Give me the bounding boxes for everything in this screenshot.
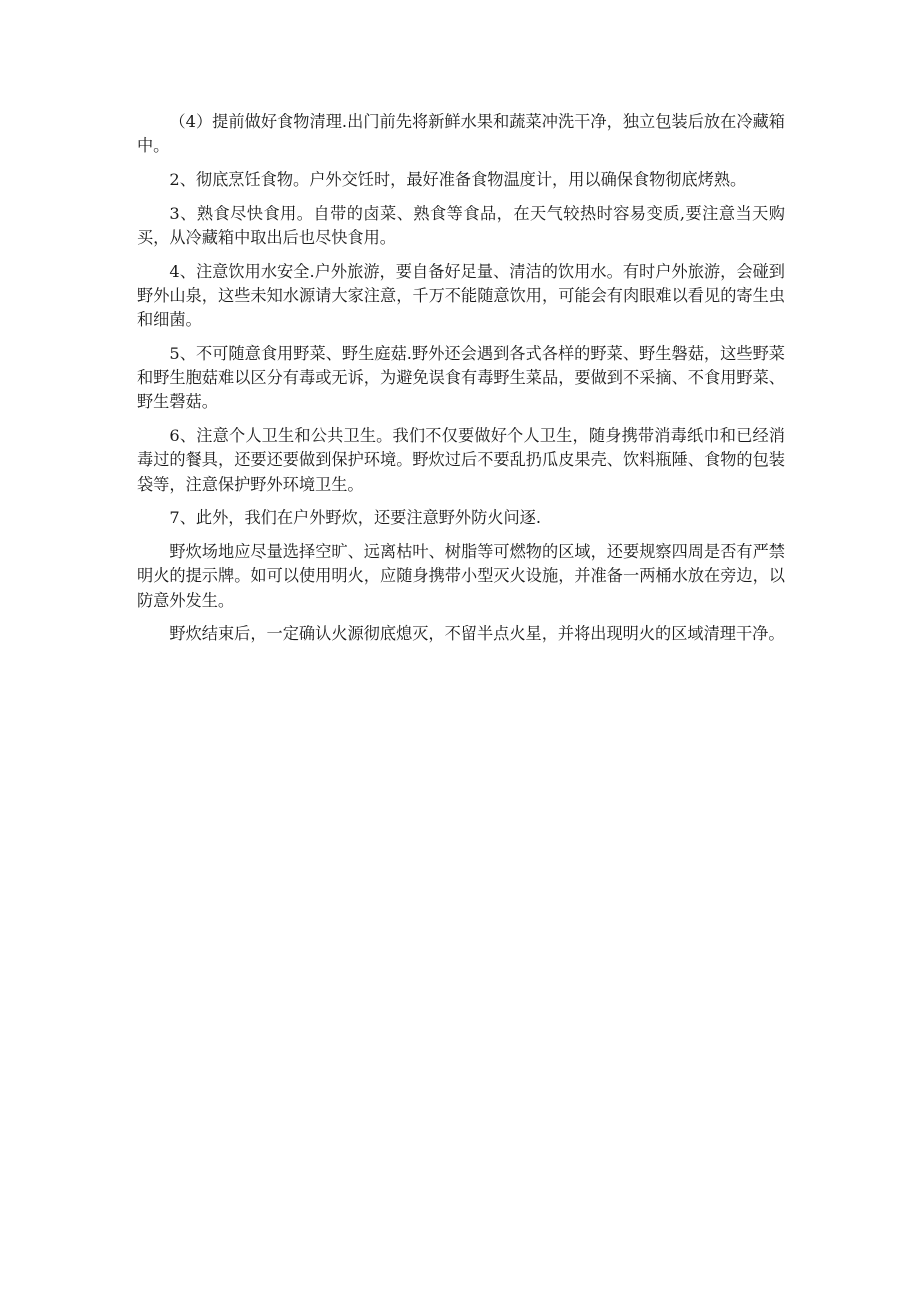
paragraph-after-picnic: 野炊结束后，一定确认火源彻底熄灭，不留半点火星，并将出现明火的区域清理干净。 [169, 624, 785, 644]
document-body [137, 110, 785, 656]
paragraph-drinking-water-safety: 4、注意饮用水安全.户外旅游，要自备好足量、清洁的饮用水。有时户外旅游，会碰到野外山泉，这些未知水源请大家注意，千万不能随意饮用，可能会有肉眼难以看见的寄生虫和细菌。 [137, 261, 785, 330]
paragraph-site-selection: 野炊场地应尽量选择空旷、远离枯叶、树脂等可燃物的区域，还要规察四周是否有严禁明火的提示牌。如可以使用明火，应随身携带小型灭火设施，并准备一两桶水放在旁边，以防意外发生。 [137, 542, 785, 610]
paragraph-wild-vegetables: 5、不可随意食用野菜、野生庭菇.野外还会遇到各式各样的野菜、野生磐菇，这些野菜和野生胞菇难以区分有毒或无诉，为避免误食有毒野生菜品，要做到不采摘、不食用野菜、野生磬菇。 [137, 344, 785, 412]
paragraph-food-prep: （4）提前做好食物清理.出门前先将新鲜水果和蔬菜冲洗干净，独立包装后放在冷藏箱中。 [137, 112, 785, 156]
paragraph-eat-cooked-food-quickly: 3、熟食尽快食用。自带的卤菜、熟食等食品，在天气较热时容易变质,要注意当天购买，从冷藏箱中取出后也尽快食用。 [137, 203, 785, 247]
paragraph-cook-thoroughly: 2、彻底烹饪食物。户外交饪时，最好准备食物温度计，用以确保食物彻底烤熟。 [169, 170, 747, 189]
paragraph-fire-prevention: 7、此外，我们在户外野炊，还要注意野外防火问逐. [169, 508, 541, 528]
paragraph-hygiene: 6、注意个人卫生和公共卫生。我们不仅要做好个人卫生，随身携带消毒纸巾和已经消毒过的餐具，还要还要做到保护环境。野炊过后不要乱扔瓜皮果壳、饮料瓶陲、食物的包装袋等，注意保护野外环境卫生。 [137, 426, 785, 494]
